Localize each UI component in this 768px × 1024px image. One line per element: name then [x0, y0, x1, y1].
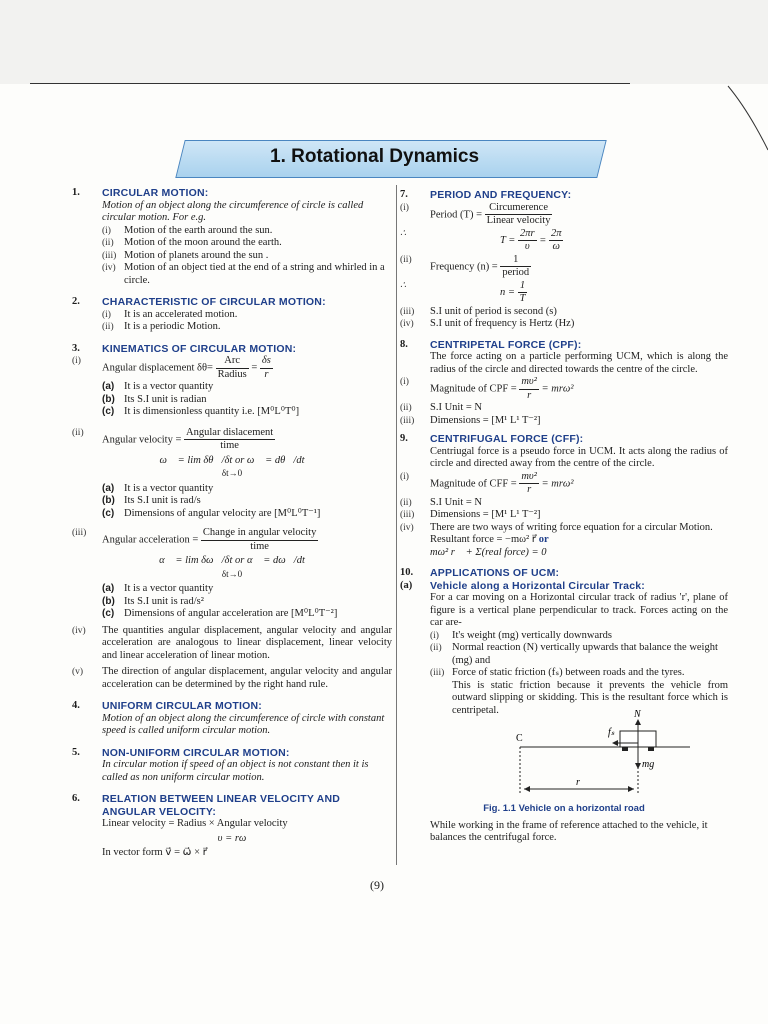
item-text: The quantities angular displacement, angular velocity and angular acceleration are analogous to linear displacement, linear velocity and linear acceleration of linear motion. [102, 624, 392, 661]
item-number: (i) [400, 202, 409, 213]
page-number: (9) [370, 878, 384, 892]
item-text: S.I unit of period is second (s) [430, 305, 557, 317]
item-number: (iii) [400, 510, 415, 520]
radius-arrow-left [524, 786, 530, 792]
definition: Motion of an object along the circumference of circle with constant speed is called uniform circular motion. [102, 712, 385, 736]
cpf-magnitude [400, 376, 728, 402]
formula-tail: = mrω² [541, 383, 574, 395]
formula-tail: = mrω² [541, 477, 574, 489]
item-text: It is an accelerated motion. [124, 308, 238, 320]
omega-equation [72, 455, 392, 481]
section-heading: PERIOD AND FREQUENCY: [430, 189, 572, 201]
section-heading: UNIFORM CIRCULAR MOTION: [102, 700, 262, 712]
label-mg: mg [642, 759, 655, 770]
wheel-left [622, 747, 628, 751]
item-text: S.I Unit = N [430, 496, 483, 508]
section-centripetal-force [400, 339, 728, 428]
item-text: Angular displacement δθ= [102, 362, 213, 374]
item-number: (iii) [400, 306, 415, 317]
item-text: Motion of the moon around the earth. [124, 237, 282, 248]
force-item [430, 630, 728, 643]
fraction [260, 355, 273, 381]
section-number: 5. [72, 746, 80, 758]
page-title: 1. Rotational Dynamics [270, 146, 480, 167]
period-formula [400, 202, 728, 228]
section-number: 1. [72, 187, 80, 198]
list-item [102, 237, 392, 250]
item-text: Angular velocity = [102, 433, 182, 445]
section-number: 2. [72, 296, 80, 307]
denominator: υ [524, 241, 530, 252]
section-heading: CIRCULAR MOTION: [102, 187, 209, 199]
item-number: (iii) [400, 415, 415, 426]
item-text: Its S.I unit is rad/s [124, 495, 201, 506]
cff-magnitude [400, 471, 728, 497]
subsection-horizontal-track [400, 580, 728, 593]
section-number: 4. [72, 700, 80, 711]
list-item [102, 225, 392, 238]
label-N: N [634, 709, 641, 720]
list-item [102, 381, 392, 394]
track-description: For a car moving on a Horizontal circular track of radius 'r', plane of figure is a vertical plane perpendicular to track. Forces acting on the car are- [430, 592, 728, 628]
item-letter: (b) [102, 393, 115, 405]
item-text: Its S.I unit is radian [124, 393, 207, 405]
item-letter: (b) [102, 595, 115, 607]
item-number: (ii) [400, 254, 412, 265]
section-heading: NON-UNIFORM CIRCULAR MOTION: [102, 746, 290, 759]
item-text: It is a periodic Motion. [124, 321, 221, 332]
item-text: Normal reaction (N) vertically upwards that balance the weight (mg) and [452, 642, 718, 666]
subsection-heading: Vehicle along a Horizontal Circular Track: [430, 579, 645, 592]
fraction [519, 376, 539, 402]
cff-unit [400, 497, 728, 510]
list-item [102, 321, 392, 334]
subsection-label: (a) [400, 579, 413, 591]
item-letter: (a) [102, 381, 115, 392]
fraction [518, 280, 528, 306]
item-letter: (a) [102, 482, 115, 494]
denominator: T [519, 293, 526, 304]
section-number: 6. [72, 793, 80, 804]
item-text: The direction of angular displacement, angular velocity and angular acceleration can be determined by the right hand rule. [102, 666, 392, 690]
limit-subscript: δt→0 [221, 568, 243, 579]
item-number: (v) [72, 667, 84, 677]
period-unit [400, 306, 728, 319]
section-heading: KINEMATICS OF CIRCULAR MOTION: [102, 342, 297, 355]
fraction [216, 355, 249, 381]
item-text: Frequency (n) = [430, 260, 498, 272]
definition: The force acting on a particle performing UCM, which is along the radius of the circle and directed towards the centre of the circle. [430, 351, 728, 375]
numerator: 2π [549, 228, 564, 242]
item-letter: (a) [102, 583, 115, 594]
numerator: Change in angular velocity [201, 527, 318, 541]
resultant-equation-alt: mω² r⃗ + Σ(real force) = 0 [430, 546, 547, 558]
item-letter: (b) [102, 495, 115, 506]
item-number: (iv) [72, 625, 86, 636]
numerator: mυ² [519, 471, 539, 485]
denominator: Linear velocity [486, 215, 551, 226]
equation-text: ω⃗ = lim δθ⃗/δt or ω⃗ = dθ⃗/dt [159, 454, 305, 466]
item-text: Motion of an object tied at the end of a string and whirled in a circle. [124, 262, 385, 286]
numerator: Circumerence [485, 202, 553, 216]
item-number: (ii) [400, 403, 412, 413]
item-number: (i) [400, 377, 409, 387]
figure-caption: Fig. 1.1 Vehicle on a horizontal road [483, 803, 645, 814]
list-item [102, 483, 392, 496]
label-fs: fₛ [608, 727, 615, 738]
item-text: Magnitude of CFF = [430, 477, 517, 489]
item-number: (i) [400, 471, 409, 482]
item-letter: (c) [102, 507, 115, 519]
list-item [102, 495, 392, 508]
item-text: Dimensions of angular acceleration are [M⁰L⁰T⁻²] [124, 608, 338, 619]
equals: = [539, 234, 547, 246]
wheel-right [648, 747, 654, 751]
period-equation [400, 228, 728, 254]
angular-displacement [72, 355, 392, 381]
left-column [72, 183, 392, 860]
item-number: (ii) [400, 497, 412, 508]
list-item [102, 250, 392, 263]
numerator: 2πr [518, 228, 537, 242]
section-heading: CHARACTERISTIC OF CIRCULAR MOTION: [102, 296, 326, 308]
section-number: 3. [72, 342, 80, 354]
section-period-frequency [400, 189, 728, 331]
denominator: period [502, 267, 530, 278]
item-number: (ii) [72, 427, 84, 438]
column-divider [396, 185, 397, 865]
weight-arrowhead [635, 763, 641, 769]
denominator: Radius [217, 368, 247, 380]
section-circular-motion [72, 187, 392, 287]
item-number: (i) [102, 225, 111, 236]
radius-arrow-right [628, 786, 634, 792]
item-text: Dimensions of angular velocity are [M⁰L⁰T⁻¹] [124, 507, 321, 519]
angular-acceleration [72, 527, 392, 553]
cff-ways [400, 522, 728, 535]
definition: Centriugal force is a pseudo force in UCM. It acts along the radius of circle and directed away from the centre of the circle. [430, 445, 728, 469]
item-number: (i) [430, 630, 439, 641]
frequency-formula [400, 254, 728, 280]
item-number: (iii) [102, 250, 117, 261]
section-kinematics [72, 343, 392, 692]
fraction [184, 427, 275, 453]
item-number: (i) [72, 356, 81, 366]
list-item [102, 583, 392, 596]
section-centrifugal-force [400, 433, 728, 559]
item-text: Dimensions = [M¹ L¹ T⁻²] [430, 414, 541, 426]
item-text: S.I Unit = N [430, 402, 483, 413]
section-characteristics [72, 296, 392, 334]
fraction [201, 527, 318, 553]
limit-subscript: δt→0 [221, 468, 243, 478]
item-number: (ii) [102, 322, 114, 332]
numerator: mυ² [519, 376, 539, 390]
item-text: It is dimensionless quantity i.e. [M⁰L⁰T⁰] [124, 406, 300, 417]
item-text: There are two ways of writing force equation for a circular Motion. [430, 521, 713, 533]
or-word: or [538, 534, 549, 545]
cpf-unit [400, 402, 728, 415]
numerator: 1 [518, 280, 528, 294]
section-non-uniform-circular-motion [72, 747, 392, 785]
label-C: C [516, 733, 523, 744]
list-item [102, 608, 392, 621]
section-relation [72, 793, 392, 860]
relation-equation: υ = rω [217, 832, 247, 844]
item-text: Motion of the earth around the sun. [124, 224, 273, 236]
item-text: Dimensions = [M¹ L¹ T⁻²] [430, 509, 541, 520]
item-letter: (c) [102, 406, 115, 417]
section-number: 10. [400, 567, 414, 578]
item-text: It is a vector quantity [124, 381, 214, 392]
force-item [430, 642, 728, 667]
denominator: time [250, 540, 269, 552]
frequency-unit [400, 318, 728, 331]
item-text: It is a vector quantity [124, 583, 214, 594]
item-number: (i) [102, 309, 111, 320]
item-number: (iii) [72, 528, 87, 538]
section-heading: APPLICATIONS OF UCM: [430, 567, 560, 579]
list-item [102, 309, 392, 322]
list-item [102, 262, 392, 287]
alpha-equation [72, 555, 392, 581]
resultant-force [430, 534, 728, 547]
resultant-equation: Resultant force = −mω² r⃗ [430, 534, 537, 545]
therefore-symbol: ∴ [400, 280, 407, 291]
list-item [102, 508, 392, 521]
fraction [518, 228, 537, 254]
equation-text: α⃗ = lim δω⃗/δt or α⃗ = dω⃗/dt [159, 555, 305, 566]
right-hand-rule-note [72, 666, 392, 691]
relation-line: Linear velocity = Radius × Angular velocity [102, 818, 288, 829]
vehicle-diagram [400, 709, 728, 803]
denominator: ω [552, 241, 560, 252]
equals: = [251, 362, 258, 374]
cpf-dimensions [400, 415, 728, 428]
section-applications [400, 567, 728, 845]
equation-lhs: n = [500, 286, 515, 298]
right-column [400, 185, 728, 845]
vector-form: In vector form v⃗ = ω⃗ × r⃗ [102, 847, 207, 858]
frequency-equation [400, 280, 728, 306]
force-item [430, 667, 728, 680]
definition: Motion of an object along the circumference of circle is called circular motion. For e.g. [102, 199, 364, 223]
item-text: Angular acceleration = [102, 534, 199, 546]
definition: In circular motion if speed of an object is not constant then it is called as non uniform circular motion. [102, 759, 369, 783]
item-number: (iv) [400, 319, 414, 329]
item-number: (iii) [430, 668, 445, 678]
cff-dimensions [400, 509, 728, 522]
item-number: (iv) [102, 263, 116, 273]
item-text: Force of static friction (fₛ) between roads and the tyres. [452, 667, 685, 678]
friction-arrowhead [612, 740, 618, 746]
item-number: (ii) [430, 643, 442, 653]
item-text: S.I unit of frequency is Hertz (Hz) [430, 318, 575, 329]
denominator: r [264, 368, 269, 380]
closing-note: While working in the frame of reference attached to the vehicle, it balances the centrifugal force. [430, 819, 708, 843]
section-number: 8. [400, 338, 408, 350]
fraction [549, 228, 564, 254]
item-number: (iv) [400, 522, 414, 533]
list-item [102, 596, 392, 609]
section-heading: RELATION BETWEEN LINEAR VELOCITY AND ANGULAR VELOCITY: [102, 793, 341, 818]
item-text: Period (T) = [430, 208, 482, 220]
item-text: Magnitude of CPF = [430, 383, 517, 395]
item-text: Motion of planets around the sun . [124, 249, 269, 261]
item-text: It is a vector quantity [124, 482, 214, 494]
item-number: (ii) [102, 238, 114, 248]
numerator: δs [260, 355, 273, 369]
analogy-note [72, 625, 392, 663]
item-letter: (c) [102, 608, 115, 619]
numerator: Angular dislacement [184, 427, 275, 441]
fraction [485, 202, 553, 228]
static-friction-note: This is static friction because it prevents the vehicle from outward slipping or skidding. This is the resultant force which is centripetal. [452, 679, 728, 716]
numerator: Arc [216, 355, 249, 369]
item-text: Its S.I unit is rad/s² [124, 595, 204, 607]
numerator: 1 [500, 254, 531, 268]
denominator: time [220, 440, 239, 451]
section-uniform-circular-motion [72, 700, 392, 738]
section-number: 9. [400, 433, 408, 444]
fraction [519, 471, 539, 497]
denominator: r [527, 389, 532, 401]
label-r: r [576, 777, 580, 788]
equation-lhs: T = [500, 234, 516, 246]
list-item [102, 394, 392, 407]
denominator: r [527, 484, 532, 495]
section-heading: CENTRIPETAL FORCE (CPF): [430, 338, 582, 351]
section-number: 7. [400, 189, 408, 200]
fraction [500, 254, 531, 280]
item-text: It's weight (mg) vertically downwards [452, 629, 612, 641]
therefore-symbol: ∴ [400, 228, 407, 239]
vehicle-diagram-svg [400, 709, 728, 803]
section-heading: CENTRIFUGAL FORCE (CFF): [430, 433, 584, 445]
list-item [102, 406, 392, 419]
angular-velocity [72, 427, 392, 453]
